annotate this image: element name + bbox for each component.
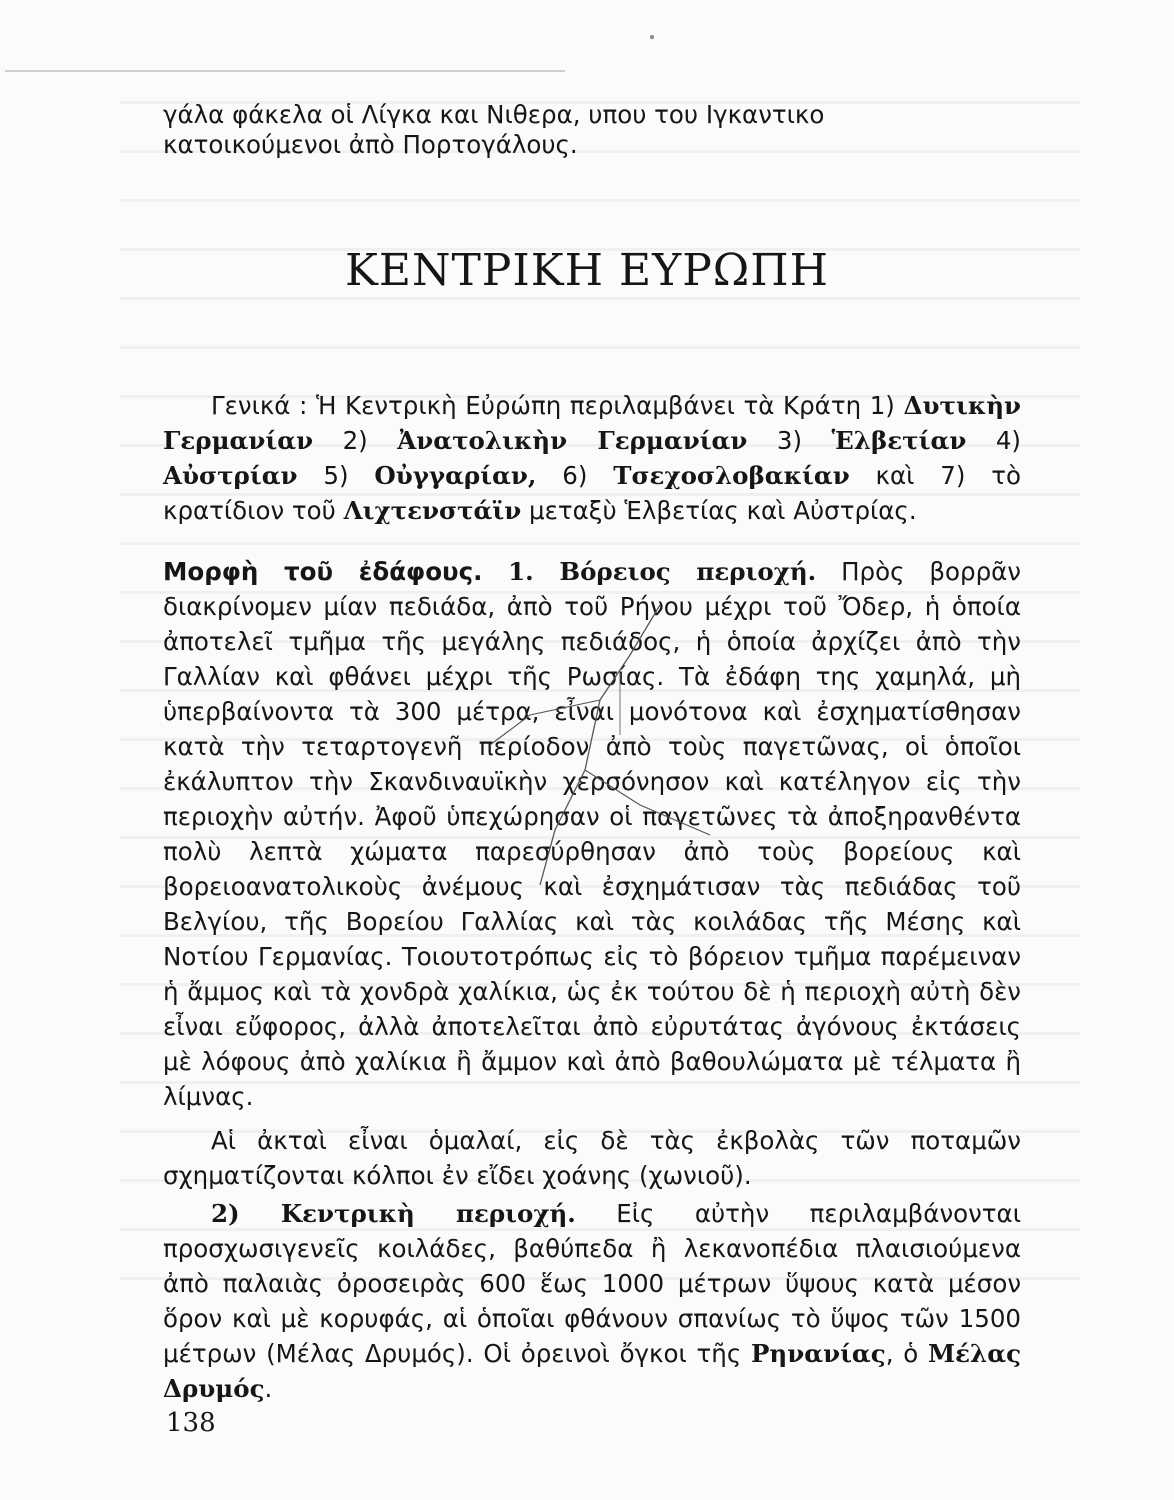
terrain-heading: Μορφὴ τοῦ ἐδάφους. [163, 557, 483, 586]
page-number: 138 [166, 1408, 216, 1438]
terrain-body: Πρὸς βορρᾶν διακρίνομεν μίαν πεδιάδα, ἀπὸ τοῦ Ρήνου μέχρι τοῦ Ὄδερ, ἡ ὁποία ἀποτελεῖ τμῆμα τῆς μεγάλης πεδιάδος, ἡ ὁποία ἀρχίζει ἀπὸ τὴν Γαλλίαν καὶ φθάνει μέχρι τῆς Ρωσίας. Τὰ ἐδάφη της χαμηλά, μὴ ὑπερβαίνοντα τὰ 300 μέτρα, εἶναι μονότονα καὶ ἐσχηματίσθησαν κατὰ τὴν τεταρτογενῆ περίοδον ἀπὸ τοὺς παγετῶνας, οἱ ὁποῖοι ἐκάλυπτον τὴν Σκανδιναυϊκὴν χερσόνησον καὶ κατέληγον εἰς τὴν περιοχὴν αὐτήν. Ἀφοῦ ὑπεχώρησαν οἱ παγετῶνες τὰ ἀποξηρανθέντα πολὺ λεπτὰ χώματα παρεσύρθησαν ἀπὸ τοὺς βορείους καὶ βορειοανατολικοὺς ἀνέμους καὶ ἐσχημάτισαν τὰς πεδιάδας τοῦ Βελγίου, τῆς Βορείου Γαλλίας καὶ τὰς κοιλάδας τῆς Μέσης καὶ Νοτίου Γερμανίας. Τοιουτοτρόπως εἰς τὸ βόρειον τμῆμα παρέμειναν ἡ ἄμμος καὶ τὰ χονδρὰ χαλίκια, ὡς ἐκ τούτου δὲ ἡ περιοχὴ αὐτὴ δὲν εἶναι εὔφορος, ἀλλὰ ἀποτελεῖται ἀπὸ εὐρυτάτας ἀγόνους ἐκτάσεις μὲ λόφους ἀπὸ χαλίκια ἢ ἄμμον καὶ ἀπὸ βαθουλώματα μὲ τέλματα ἢ λίμνας. [163, 557, 1021, 1111]
north-region-heading: 1. Βόρειος περιοχή. [482, 557, 817, 586]
terrain-paragraph [163, 554, 1021, 1114]
central-region-paragraph [163, 1196, 1021, 1406]
general-lead: Γενικά : [211, 391, 308, 420]
text-run: 5) [297, 461, 375, 490]
top-edge-shadow [5, 70, 565, 72]
text-run: Ἡ Κεντρικὴ Εὐρώπη περιλαμβάνει τὰ Κράτη 1) [307, 391, 904, 420]
country-liechtenstein: Λιχτενστάϊν [343, 496, 522, 525]
country-west-germany: Δυτικὴν Γερμανίαν [163, 391, 1022, 455]
central-region-body: Εἰς αὐτὴν περιλαμβάνονται προσχωσιγενεῖς κοιλάδες, βαθύπεδα ἢ λεκανοπέδια πλαισιούμενα ἀπὸ παλαιὰς ὀροσειρὰς 600 ἕως 1000 μέτρων ὕψους κατὰ μέσον ὅρον καὶ μὲ κορυφάς, αἱ ὁποῖαι φθάνουν σπανίως τὸ ὕψος τῶν 1500 μέτρων (Μέλας Δρυμός). Οἱ ὀρεινοὶ ὄγκοι τῆς [163, 1199, 1021, 1368]
central-region-heading: 2) Κεντρικὴ περιοχή. [211, 1199, 576, 1228]
country-east-germany: Ἀνατολικὴν Γερμανίαν [397, 426, 748, 455]
intro-line-2: κατοικούμενοι ἀπὸ Πορτογάλους. [163, 130, 578, 159]
previous-paragraph-ending [163, 100, 1021, 160]
page-title: ΚΕΝΤΡΙΚΗ ΕΥΡΩΠΗ [344, 245, 830, 296]
text-run: . [264, 1374, 273, 1403]
text-run: μεταξὺ Ἑλβετίας καὶ Αὐστρίας. [521, 496, 917, 525]
text-run: 3) [747, 426, 832, 455]
coasts-paragraph [163, 1123, 1021, 1193]
text-run: , ὁ [885, 1339, 929, 1368]
country-switzerland: Ἑλβετίαν [831, 426, 967, 455]
text-run: καὶ 7) τὸ κρατίδιον τοῦ [163, 461, 1021, 525]
text-run: 4) [966, 426, 1021, 455]
text-run: 2) [313, 426, 398, 455]
black-forest: Μέλας Δρυμός [163, 1339, 1021, 1403]
rhineland: Ρηνανίας [750, 1339, 886, 1368]
general-paragraph [163, 388, 1021, 528]
speck [650, 35, 654, 39]
country-austria: Αὐστρίαν [163, 461, 298, 490]
coasts-body: Αἱ ἀκταὶ εἶναι ὁμαλαί, εἰς δὲ τὰς ἐκβολὰς τῶν ποταμῶν σχηματίζονται κόλποι ἐν εἴδει χοάνης (χωνιοῦ). [163, 1126, 1021, 1190]
country-czechoslovakia: Τσεχοσλοβακίαν [613, 461, 850, 490]
text-run: 6) [536, 461, 614, 490]
country-hungary: Οὐγγαρίαν, [374, 461, 537, 490]
intro-line-1: γάλα φάκελα οἱ Λίγκα και Νιθερα, υπου του Ιγκαντικο [163, 100, 825, 129]
